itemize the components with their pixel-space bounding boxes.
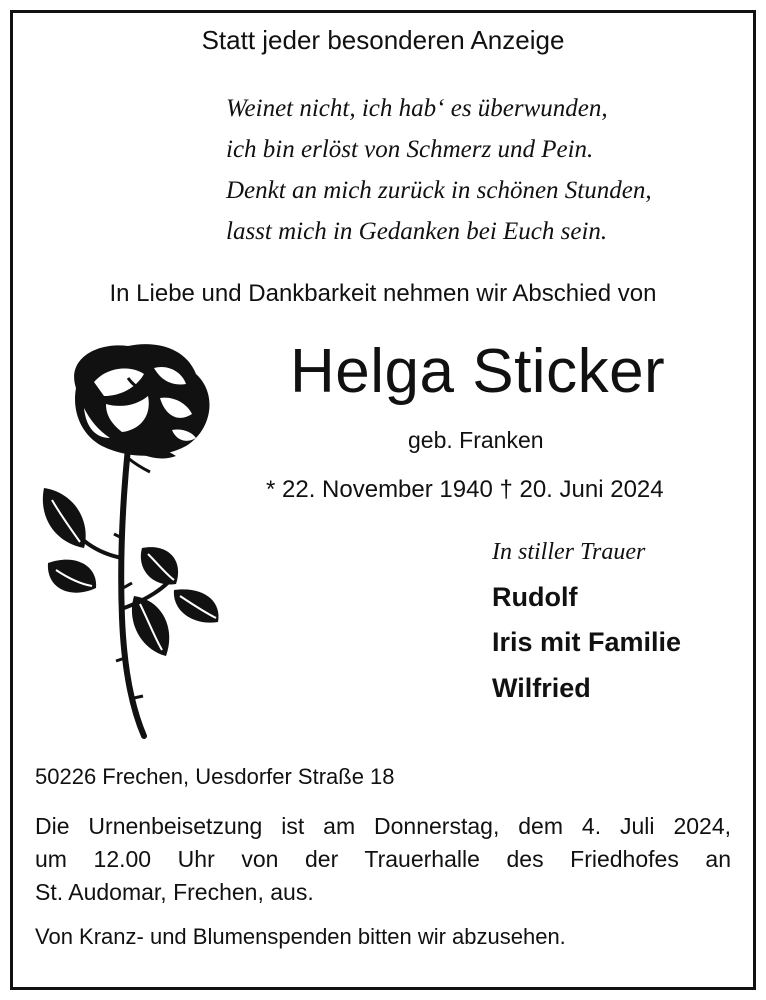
- life-dates: * 22. November 1940 † 20. Juni 2024: [266, 476, 664, 503]
- burial-line: St. Audomar, Frechen, aus.: [35, 879, 314, 905]
- poem-line: Denkt an mich zurück in schönen Stunden,: [226, 177, 652, 204]
- intro-text: In Liebe und Dankbarkeit nehmen wir Abschied von: [109, 280, 657, 307]
- burial-line: um 12.00 Uhr von der Trauerhalle des Friedhofes an: [35, 846, 731, 872]
- poem-line: lasst mich in Gedanken bei Euch sein.: [226, 218, 608, 245]
- mourning-heading: In stiller Trauer: [492, 539, 646, 565]
- deceased-name: Helga Sticker: [290, 337, 666, 406]
- burial-info: [35, 810, 731, 909]
- poem-line: Weinet nicht, ich hab‘ es überwunden,: [226, 95, 608, 122]
- mourner-name: Iris mit Familie: [492, 627, 682, 657]
- mourner-name: Rudolf: [492, 582, 578, 612]
- mourner-name: Wilfried: [492, 673, 591, 703]
- poem-line: ich bin erlöst von Schmerz und Pein.: [226, 136, 594, 163]
- poem: [226, 88, 652, 252]
- burial-line: Die Urnenbeisetzung ist am Donnerstag, dem 4. Juli 2024,: [35, 813, 731, 839]
- notice-headline: Statt jeder besonderen Anzeige: [201, 25, 565, 55]
- birth-name: geb. Franken: [408, 427, 544, 453]
- address: 50226 Frechen, Uesdorfer Straße 18: [35, 764, 395, 789]
- rose-icon: [36, 338, 236, 740]
- closing-note: Von Kranz- und Blumenspenden bitten wir abzusehen.: [35, 924, 566, 949]
